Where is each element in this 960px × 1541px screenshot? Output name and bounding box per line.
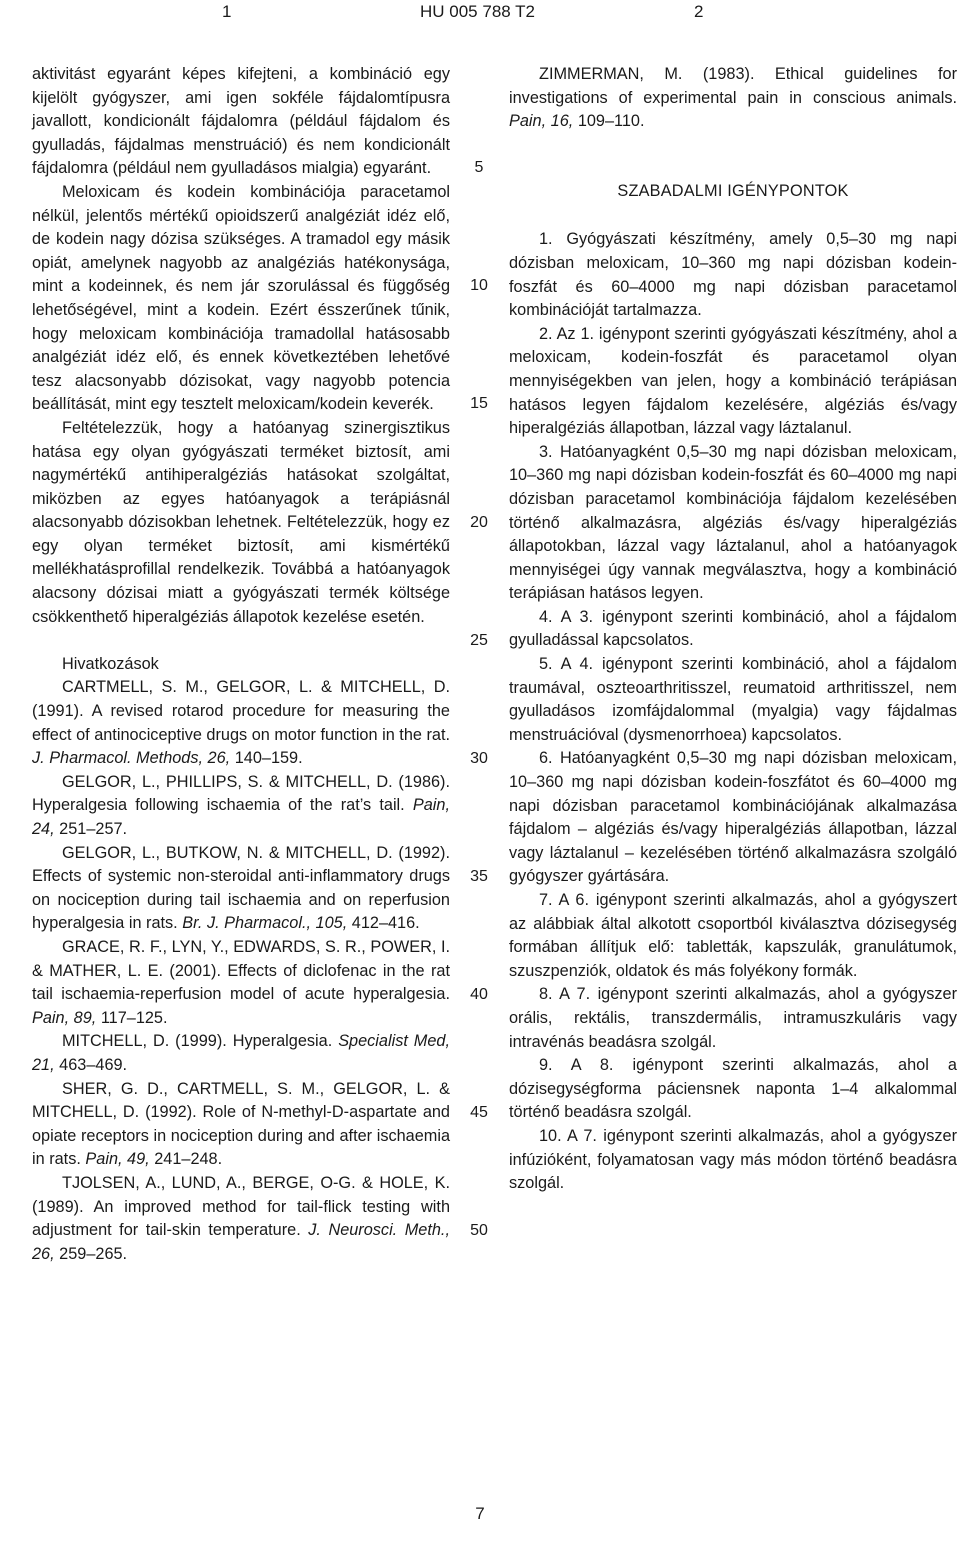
reference-text: GELGOR, L., PHILLIPS, S. & MITCHELL, D. (1986). Hyperalgesia following ischaemia of the rat’s tail. — [32, 772, 450, 815]
reference-text: GELGOR, L., BUTKOW, N. & MITCHELL, D. (1992). Effects of systemic non-steroidal anti-inflammatory drugs on nociception during tail ischaemia and on reperfusion hyperalgesia in rats. — [32, 843, 450, 933]
footer-page-number: 7 — [475, 1504, 485, 1523]
claim: 8. A 7. igénypont szerinti alkalmazás, ahol a gyógyszer orális, rektális, transzdermális, intramuszkuláris vagy intravénás beadásra szolgál. — [509, 985, 957, 1051]
claim: 5. A 4. igénypont szerinti kombináció, ahol a fájdalom traumával, oszteoarthritisszel, reumatoid arthritisszel, nem gyulladásos izomfájdalommal (myalgia) vagy fájdalmas menstruációval (dysmenorrhoea) kapcsolatos. — [509, 655, 957, 744]
reference-journal: J. Pharmacol. Methods, 26, — [32, 749, 231, 768]
reference-item — [32, 1030, 450, 1077]
line-number: 20 — [470, 514, 488, 531]
reference-journal: Pain, 49, — [85, 1150, 150, 1169]
reference-text: SHER, G. D., CARTMELL, S. M., GELGOR, L. & MITCHELL, D. (1992). Role of N-methyl-D-aspartate and opiate receptors in nociception during and after ischaemia in rats. — [32, 1079, 450, 1169]
claim: 10. A 7. igénypont szerinti alkalmazás, ahol a gyógyszer infúzióként, folyamatosan vagy más módon történő beadásra szolgál. — [509, 1126, 957, 1193]
reference-item — [32, 1172, 450, 1266]
reference-pages: 117–125. — [100, 1008, 168, 1027]
claim: 7. A 6. igénypont szerinti alkalmazás, ahol a gyógyszert az alábbiak által alkotott csoportból kiválasztva dózisegység formában állítjuk elő: tabletták, kapszulák, granulátumok, szuszpenziók, oldatok és más folyékony formák. — [509, 891, 957, 980]
line-number: 30 — [470, 750, 488, 767]
reference-text: CARTMELL, S. M., GELGOR, L. & MITCHELL, D. (1991). A revised rotarod procedure for measuring the effect of antinociceptive drugs on motor function in the rat. — [32, 678, 450, 744]
reference-pages: 259–265. — [59, 1244, 128, 1263]
page-header — [0, 0, 960, 36]
line-number: 25 — [470, 632, 488, 649]
reference-journal: Pain, 89, — [32, 1008, 97, 1027]
reference-text: GRACE, R. F., LYN, Y., EDWARDS, S. R., POWER, I. & MATHER, L. E. (2001). Effects of diclofenac in the rat tail ischaemia-reperfusion model of acute hyperalgesia. — [32, 937, 450, 1004]
reference-text: MITCHELL, D. (1999). Hyperalgesia. — [62, 1032, 333, 1051]
left-page-number: 1 — [222, 2, 232, 21]
reference-journal: Specialist Med, 21, — [32, 1032, 450, 1074]
references-list — [32, 676, 450, 1266]
reference-pages: 412–416. — [351, 914, 420, 933]
reference-text: TJOLSEN, A., LUND, A., BERGE, O-G. & HOLE, K. (1989). An improved method for tail-flick testing with adjustment for tail-skin temperature. — [32, 1173, 450, 1240]
left-column — [32, 63, 450, 1266]
reference-item — [32, 842, 450, 936]
line-number: 10 — [470, 277, 488, 294]
reference-journal: Br. J. Pharmacol., 105, — [182, 914, 348, 933]
claim: 6. Hatóanyagként 0,5–30 mg napi dózisban meloxicam, 10–360 mg napi dózisban kodein-foszfátot és 60–4000 mg napi dózisban paracetamol kombinációjának alkalmazása fájdalom – algéziás és/vagy hiperalgéziás állapotban, lázzal vagy láztalanul – kezelésében történő alkalmazásra szolgáló gyógyszer gyártására. — [509, 749, 957, 886]
patent-number: HU 005 788 T2 — [420, 2, 535, 21]
reference-item — [32, 936, 450, 1030]
claim: 4. A 3. igénypont szerinti kombináció, ahol a fájdalom gyulladással kapcsolatos. — [509, 607, 957, 650]
reference-pages: 109–110. — [577, 112, 645, 131]
claims-title: SZABADALMI IGÉNYPONTOK — [617, 181, 849, 200]
reference-pages: 241–248. — [154, 1150, 223, 1169]
line-number: 5 — [474, 159, 484, 176]
reference-item — [32, 676, 450, 770]
page-footer — [0, 1504, 960, 1524]
reference-item — [32, 771, 450, 842]
reference-pages: 251–257. — [59, 820, 128, 838]
line-number: 50 — [470, 1222, 488, 1239]
paragraph: Meloxicam és kodein kombinációja paracetamol nélkül, jelentős mértékű opioidszerű analgéziát idéz elő, de kodein nagy dózisa szükséges. A tramadol egy másik opiát, amelynek nagyobb az analgéziás hatékonysága, mint a kodeinnek, és nem jár szorulással és függőség lehetőségével, mint a kodein. Ezért ésszerűnek tűnik, hogy meloxicam kombinációja tramadollal hatásosabb analgéziát idéz elő, és ennek következtében lehetővé tesz alacsonyabb dózisokat, vagy nagyobb potencia beállítását, mint egy tesztelt meloxicam/kodein keverék. — [32, 182, 450, 414]
right-column — [509, 63, 957, 1196]
reference-text: ZIMMERMAN, M. (1983). Ethical guidelines for investigations of experimental pain in conscious animals. — [509, 65, 957, 107]
line-number: 35 — [470, 868, 488, 885]
line-number: 15 — [470, 395, 488, 412]
paragraph: aktivitást egyaránt képes kifejteni, a kombináció egy kijelölt gyógyszer, ami igen sokféle fájdalomtípusra javallott, kondicionált fájdalomra (például fájdalom és gyulladás, fájdalmas menstruáció) és nem kondicionált fájdalomra (például nem gyulladásos mialgia) egyaránt. — [32, 65, 450, 178]
reference-journal: Pain, 16, — [509, 112, 574, 131]
claim: 1. Gyógyászati készítmény, amely 0,5–30 mg napi dózisban meloxicam, 10–360 mg napi dózisban kodein-foszfát és 60–4000 mg napi dózisban paracetamol kombinációját tartalmazza. — [509, 230, 957, 320]
reference-journal: J. Neurosci. Meth., 26, — [32, 1221, 450, 1263]
right-page-number: 2 — [694, 2, 704, 21]
references-heading: Hivatkozások — [62, 654, 159, 673]
reference-pages: 140–159. — [234, 749, 303, 768]
line-number: 45 — [470, 1104, 488, 1121]
reference-item — [32, 1078, 450, 1172]
claim: 2. Az 1. igénypont szerinti gyógyászati készítmény, ahol a meloxicam, kodein-foszfát és paracetamol olyan mennyiségekben van jelen, hogy a kombináció terápiásan hatásos legyen fájdalom kezelésére, algéziás és/vagy hiperalgéziás állapotban, lázzal vagy láztalanul. — [509, 324, 957, 438]
reference-item — [509, 63, 957, 134]
reference-pages: 463–469. — [59, 1055, 128, 1074]
claim: 9. A 8. igénypont szerinti alkalmazás, ahol a dózisegységforma páciensnek naponta 1–4 alkalommal történő beadásra szolgál. — [509, 1056, 957, 1122]
reference-journal: Pain, 24, — [32, 796, 450, 838]
paragraph: Feltételezzük, hogy a hatóanyag szinergisztikus hatása egy olyan gyógyászati terméket biztosít, ami nagymértékű antihiperalgéziás hatásokat szolgáltat, miközben az egyes hatóanyagok a terápiásnál alacsonyabb dózisokban lehetnek. Feltételezzük, hogy ez egy olyan terméket biztosít, ami kismértékű mellékhatásprofillal rendelkezik. Továbbá a hatóanyagok alacsony dózisai miatt a gyógyászati termék költsége csökkenthető hiperalgéziás állapotok kezelése esetén. — [32, 418, 450, 626]
line-number: 40 — [470, 986, 488, 1003]
claim: 3. Hatóanyagként 0,5–30 mg napi dózisban meloxicam, 10–360 mg napi dózisban kodein-foszfát és 60–4000 mg napi dózisban paracetamol kombinációja fájdalom kezelésében történő alkalmazásra, algéziás és/vagy hiperalgéziás állapotokban, lázzal vagy láztalanul, ahol a hatóanyagok mennyiségei úgy vannak megválasztva, hogy a kombináció terápiásan hatásos legyen. — [509, 442, 957, 603]
